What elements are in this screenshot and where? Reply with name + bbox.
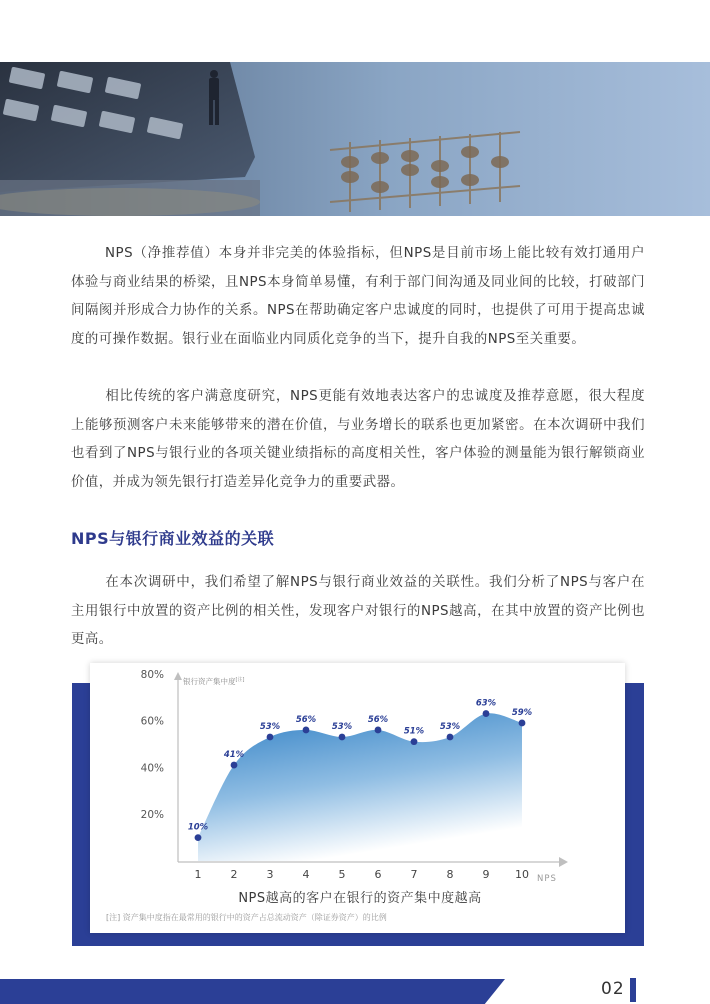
x-tick-label: 10: [515, 868, 529, 881]
data-label: 59%: [511, 707, 533, 718]
intro-paragraph-1-text: NPS（净推荐值）本身并非完美的体验指标，但NPS是目前市场上能比较有效打通用户体验与商业结果的桥梁，且NPS本身简单易懂，有利于部门间沟通及同业间的比较，打破部门间隔阂并形成合力协作的关系。NPS在帮助确定客户忠诚度的同时，也提供了可用于提高忠诚度的可操作数据。银行业在面临业内同质化竞争的当下，提升自我的NPS至关重要。: [71, 246, 645, 347]
data-point: [375, 727, 382, 734]
intro-paragraph-2: [71, 383, 645, 497]
y-tick-label: 20%: [140, 809, 164, 822]
y-tick-label: 80%: [140, 668, 164, 681]
nps-asset-area-chart: [90, 663, 625, 933]
data-point: [339, 734, 346, 741]
x-tick-label: 3: [266, 868, 274, 881]
footer-bar: [0, 979, 505, 1004]
data-point: [447, 734, 454, 741]
x-tick-label: 4: [302, 868, 310, 881]
y-axis-label: [183, 676, 244, 686]
data-label: 63%: [475, 698, 497, 709]
chart-card: [90, 663, 625, 933]
y-axis-label-text: 银行资产集中度: [183, 677, 236, 686]
chart-caption: NPS越高的客户在银行的资产集中度越高: [238, 891, 482, 906]
data-label: 56%: [367, 714, 389, 725]
x-tick-label: 9: [482, 868, 490, 881]
y-tick-label: 40%: [140, 762, 164, 775]
data-label: 53%: [439, 721, 461, 732]
y-tick-label: 60%: [140, 715, 164, 728]
data-label: 56%: [295, 714, 317, 725]
intro-paragraph-1: [71, 240, 645, 354]
section-paragraph: [71, 569, 645, 655]
intro-paragraph-2-text: 相比传统的客户满意度研究，NPS更能有效地表达客户的忠诚度及推荐意愿，很大程度上能够预测客户未来能够带来的潜在价值，与业务增长的联系也更加紧密。在本次调研中我们也看到了NPS与银行业的各项关键业绩指标的高度相关性，客户体验的测量能为银行解锁商业价值，并成为领先银行打造差异化竞争力的重要武器。: [71, 389, 645, 490]
data-label: 53%: [331, 721, 353, 732]
x-tick-label: 8: [446, 868, 454, 881]
data-point: [231, 762, 238, 769]
chart-footnote: [注] 资产集中度指在最常用的银行中的资产占总流动资产（除证券资产）的比例: [106, 913, 387, 922]
section-heading: NPS与银行商业效益的关联: [71, 529, 275, 548]
data-point: [303, 727, 310, 734]
x-tick-label: 2: [230, 868, 238, 881]
page-number: 02: [601, 979, 625, 999]
data-label: 51%: [403, 726, 425, 737]
page-number-marker: [630, 978, 636, 1002]
data-point: [483, 710, 490, 717]
data-point: [195, 834, 202, 841]
x-tick-label: 5: [338, 868, 346, 881]
data-label: 53%: [259, 721, 281, 732]
data-label: 41%: [223, 750, 245, 761]
area-fill: [198, 713, 522, 861]
hero-banner-image: [0, 62, 710, 216]
data-point: [519, 720, 526, 727]
x-tick-label: 1: [194, 868, 202, 881]
y-axis-arrow: [174, 672, 182, 680]
data-point: [411, 738, 418, 745]
x-tick-label: 7: [410, 868, 418, 881]
x-axis-label: NPS: [537, 874, 557, 884]
y-axis-label-note: [注]: [235, 677, 245, 683]
x-axis-arrow: [559, 857, 568, 867]
calculator-abacus-illustration: [0, 62, 710, 216]
data-label: 10%: [187, 822, 209, 833]
x-tick-label: 6: [374, 868, 382, 881]
data-point: [267, 734, 274, 741]
section-paragraph-text: 在本次调研中，我们希望了解NPS与银行商业效益的关联性。我们分析了NPS与客户在主用银行中放置的资产比例的相关性，发现客户对银行的NPS越高，在其中放置的资产比例也更高。: [71, 575, 645, 648]
